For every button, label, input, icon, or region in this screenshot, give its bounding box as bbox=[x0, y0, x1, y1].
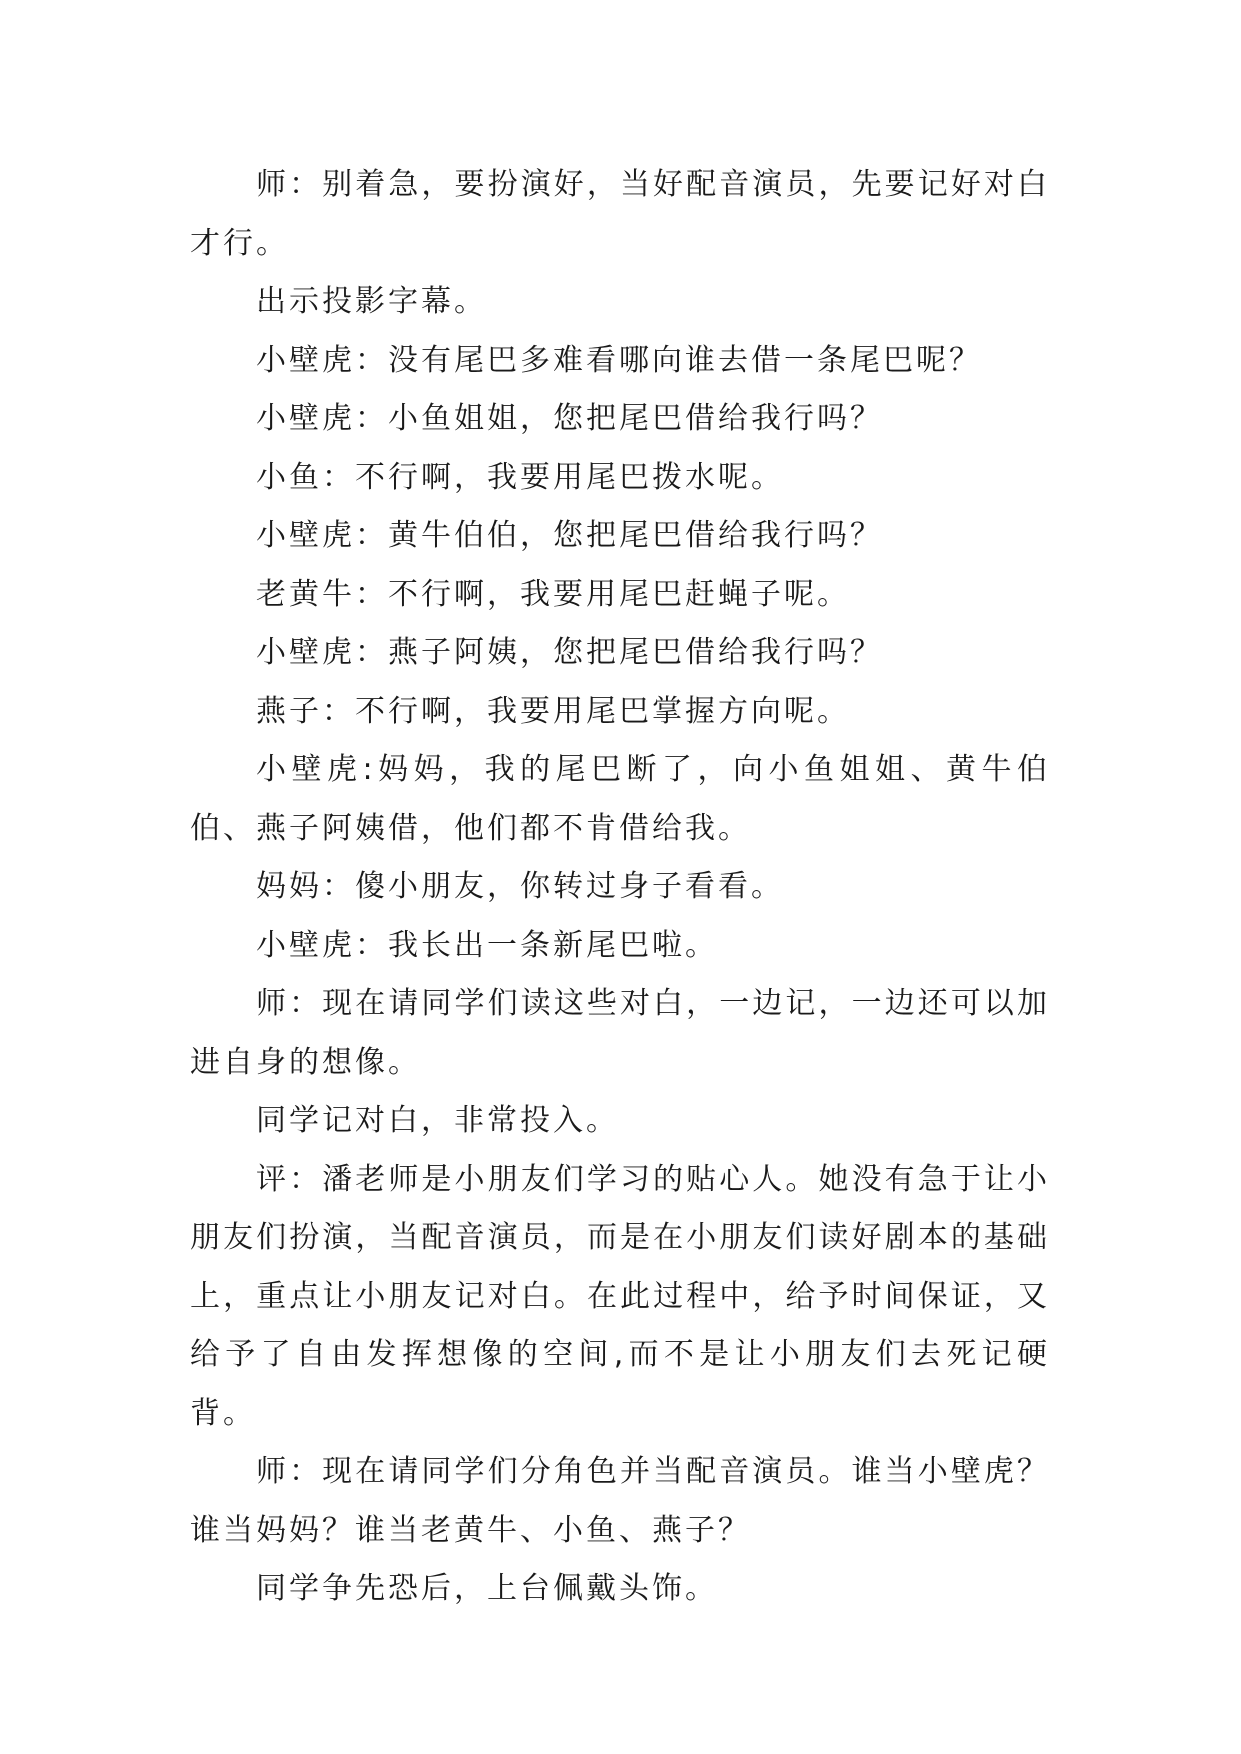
paragraph: 出示投影字幕。 bbox=[256, 284, 487, 319]
paragraph: 小壁虎：我长出一条新尾巴啦。 bbox=[256, 927, 718, 963]
paragraph: 燕子：不行啊，我要用尾巴掌握方向呢。 bbox=[256, 693, 850, 729]
paragraph: 小壁虎：没有尾巴多难看哪向谁去借一条尾巴呢？ bbox=[256, 342, 982, 378]
paragraph: 师：现在请同学们分角色并当配音演员。谁当小壁虎？谁当妈妈？谁当老黄牛、小鱼、燕子？ bbox=[190, 1454, 1050, 1548]
paragraph: 师：现在请同学们读这些对白，一边记，一边还可以加进自身的想像。 bbox=[190, 986, 1050, 1080]
paragraph: 同学争先恐后，上台佩戴头饰。 bbox=[256, 1571, 718, 1606]
paragraph: 老黄牛：不行啊，我要用尾巴赶蝇子呢。 bbox=[256, 576, 850, 612]
paragraph: 妈妈：傻小朋友，你转过身子看看。 bbox=[256, 869, 784, 904]
paragraph: 小壁虎：燕子阿姨，您把尾巴借给我行吗？ bbox=[256, 635, 883, 670]
paragraph: 小鱼：不行啊，我要用尾巴拨水呢。 bbox=[256, 459, 784, 495]
paragraph: 同学记对白，非常投入。 bbox=[256, 1103, 619, 1138]
paragraph: 小壁虎：小鱼姐姐，您把尾巴借给我行吗？ bbox=[256, 401, 883, 436]
paragraph: 师：别着急，要扮演好，当好配音演员，先要记好对白才行。 bbox=[190, 167, 1050, 261]
paragraph: 小壁虎：黄牛伯伯，您把尾巴借给我行吗？ bbox=[256, 518, 883, 553]
paragraph: 小壁虎:妈妈，我的尾巴断了，向小鱼姐姐、黄牛伯伯、燕子阿姨借，他们都不肯借给我。 bbox=[190, 752, 1050, 846]
paragraph: 评：潘老师是小朋友们学习的贴心人。她没有急于让小朋友们扮演，当配音演员，而是在小朋友们读好剧本的基础上，重点让小朋友记对白。在此过程中，给予时间保证，又给予了自由发挥想像的空间,而不是让小朋友们去死记硬背。 bbox=[190, 1161, 1050, 1431]
document-body bbox=[190, 156, 1050, 1619]
